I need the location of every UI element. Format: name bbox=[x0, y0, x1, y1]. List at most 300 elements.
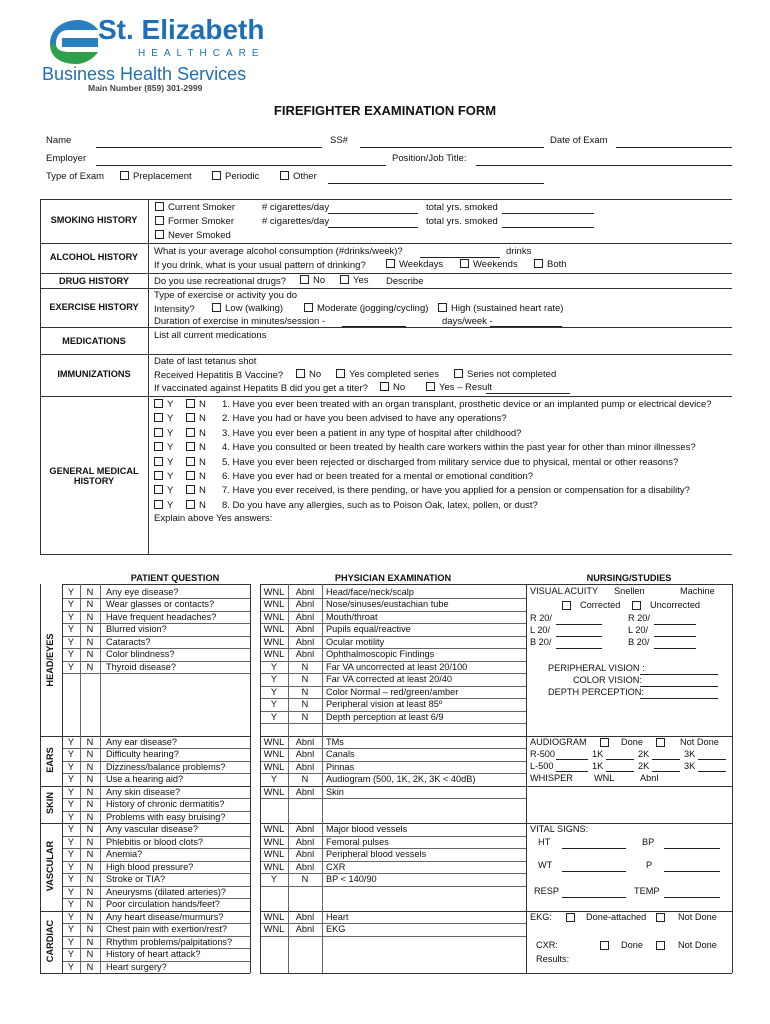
yes-option[interactable] bbox=[154, 457, 173, 468]
patient-yes-option[interactable]: Y bbox=[67, 661, 75, 672]
patient-question-header: PATIENT QUESTION bbox=[130, 573, 220, 583]
physician-exam-item: Canals bbox=[326, 749, 355, 759]
cigarettes-field[interactable] bbox=[328, 213, 418, 214]
physician-exam-item: Far VA corrected at least 20/40 bbox=[326, 674, 452, 684]
general-history-question: 6. Have you ever had or been treated for a mental or emotional condition? bbox=[222, 471, 534, 482]
exercise-history-label: EXERCISE HISTORY bbox=[49, 302, 139, 312]
peripheral-vision-field[interactable] bbox=[640, 674, 718, 675]
no-checkbox[interactable] bbox=[186, 457, 195, 466]
no-option[interactable] bbox=[186, 457, 206, 468]
physician-abnl-option[interactable]: Abnl bbox=[295, 611, 315, 622]
patient-question: Heart surgery? bbox=[106, 961, 167, 972]
physician-abnl-option[interactable]: Abnl bbox=[295, 649, 315, 659]
no-checkbox[interactable] bbox=[186, 413, 195, 422]
ekg-label: EKG: bbox=[530, 911, 552, 922]
name-label: Name bbox=[46, 135, 72, 146]
patient-question: Any skin disease? bbox=[106, 786, 181, 797]
no-checkbox[interactable] bbox=[186, 399, 195, 408]
hepb-series-not-completed-option[interactable]: Series not completed bbox=[454, 369, 556, 380]
yes-checkbox[interactable] bbox=[154, 457, 163, 466]
titer-yes-result-option[interactable]: Yes – Result bbox=[426, 382, 492, 393]
patient-question: Any heart disease/murmurs? bbox=[106, 911, 224, 922]
patient-no-option[interactable]: N bbox=[86, 886, 94, 897]
yes-checkbox[interactable] bbox=[154, 399, 163, 408]
weekends-option[interactable]: Weekends bbox=[460, 259, 518, 270]
no-option[interactable] bbox=[186, 399, 206, 410]
patient-question: Have frequent headaches? bbox=[106, 611, 217, 622]
grid-line bbox=[526, 584, 527, 973]
color-vision-field[interactable] bbox=[640, 686, 718, 687]
patient-no-option[interactable]: N bbox=[86, 861, 94, 872]
patient-no-option[interactable]: N bbox=[86, 761, 94, 772]
r2k-label: 2K bbox=[638, 748, 650, 759]
checkbox[interactable] bbox=[212, 171, 221, 180]
l500-field[interactable] bbox=[556, 771, 588, 772]
machine-label: Machine bbox=[680, 586, 715, 596]
physician-no-option[interactable]: N bbox=[301, 699, 309, 709]
patient-yes-option[interactable]: Y bbox=[67, 774, 75, 784]
physician-no-option[interactable]: N bbox=[301, 874, 309, 884]
other-option[interactable]: Other bbox=[280, 171, 317, 182]
patient-no-option[interactable]: N bbox=[86, 961, 94, 972]
physician-abnl-option[interactable]: Abnl bbox=[295, 761, 315, 772]
physician-no-option[interactable]: N bbox=[301, 674, 309, 684]
titer-no-option[interactable]: No bbox=[380, 382, 405, 393]
yes-checkbox[interactable] bbox=[154, 413, 163, 422]
physician-abnl-option[interactable]: Abnl bbox=[295, 736, 315, 747]
employer-label: Employer bbox=[46, 153, 87, 164]
physician-yes-option[interactable]: Y bbox=[270, 686, 278, 697]
former-smoker-option[interactable]: Former Smoker bbox=[155, 216, 234, 227]
explain-label: Explain above Yes answers: bbox=[154, 513, 273, 524]
ss-field[interactable] bbox=[360, 147, 544, 148]
moderate-intensity-option[interactable]: Moderate (jogging/cycling) bbox=[304, 303, 428, 314]
total-years-field[interactable] bbox=[502, 213, 594, 214]
no-label: N bbox=[199, 471, 206, 482]
physician-wnl-option[interactable]: WNL bbox=[263, 611, 285, 622]
yes-option[interactable] bbox=[154, 471, 173, 482]
physician-wnl-option[interactable]: WNL bbox=[263, 786, 285, 797]
yes-checkbox[interactable] bbox=[154, 428, 163, 437]
left-eye-field-2[interactable] bbox=[654, 636, 696, 637]
patient-no-option[interactable]: N bbox=[86, 636, 94, 647]
ekg-not-done-checkbox[interactable] bbox=[656, 913, 665, 922]
patient-yes-option[interactable]: Y bbox=[67, 874, 75, 884]
height-field[interactable] bbox=[562, 848, 626, 849]
patient-no-option[interactable]: N bbox=[86, 624, 94, 634]
no-checkbox[interactable] bbox=[186, 442, 195, 451]
right-eye-field[interactable] bbox=[556, 624, 602, 625]
patient-no-option[interactable]: N bbox=[86, 911, 94, 922]
physician-wnl-option[interactable]: WNL bbox=[263, 736, 285, 747]
no-label: N bbox=[199, 413, 206, 425]
patient-yes-option[interactable]: Y bbox=[67, 949, 75, 959]
position-field[interactable] bbox=[476, 165, 732, 166]
patient-yes-option[interactable]: Y bbox=[67, 886, 75, 897]
patient-no-option[interactable]: N bbox=[86, 611, 94, 622]
physician-exam-item: Femoral pulses bbox=[326, 836, 389, 847]
physician-wnl-option[interactable]: WNL bbox=[263, 849, 285, 859]
drinking-pattern-question: If you drink, what is your usual pattern of drinking? bbox=[154, 260, 366, 271]
physician-wnl-option[interactable]: WNL bbox=[263, 649, 285, 659]
general-history-question: 4. Have you consulted or been treated by health care workers within the past year for other than minor illnesses? bbox=[222, 442, 696, 454]
patient-question: Cataracts? bbox=[106, 636, 151, 647]
nursing-studies-header: NURSING/STUDIES bbox=[586, 573, 672, 583]
physician-no-option[interactable]: N bbox=[301, 774, 309, 784]
st-elizabeth-logo-icon bbox=[46, 18, 98, 64]
patient-yes-option[interactable]: Y bbox=[67, 799, 75, 809]
patient-no-option[interactable]: N bbox=[86, 899, 94, 909]
cxr-not-done-checkbox[interactable] bbox=[656, 941, 665, 950]
no-option[interactable] bbox=[186, 471, 206, 482]
physician-wnl-option[interactable]: WNL bbox=[263, 824, 285, 834]
r2k-field[interactable] bbox=[652, 759, 680, 760]
yes-checkbox[interactable] bbox=[154, 471, 163, 480]
patient-no-option[interactable]: N bbox=[86, 924, 94, 934]
total-years-label: total yrs. smoked bbox=[426, 202, 498, 213]
patient-question: Wear glasses or contacts? bbox=[106, 599, 215, 609]
yes-option[interactable] bbox=[154, 413, 173, 424]
patient-yes-option[interactable]: Y bbox=[67, 936, 75, 947]
physician-wnl-option[interactable]: WNL bbox=[263, 836, 285, 847]
physician-wnl-option[interactable]: WNL bbox=[263, 636, 285, 647]
patient-yes-option[interactable]: Y bbox=[67, 636, 75, 647]
yes-label: Y bbox=[167, 471, 174, 482]
patient-yes-option[interactable]: Y bbox=[67, 761, 75, 772]
depth-perception-field[interactable] bbox=[640, 698, 718, 699]
patient-yes-option[interactable]: Y bbox=[67, 961, 75, 972]
patient-yes-option[interactable]: Y bbox=[67, 586, 75, 597]
logo bbox=[42, 14, 276, 98]
resp-label: RESP bbox=[534, 886, 560, 896]
patient-no-option[interactable]: N bbox=[86, 661, 94, 672]
preplacement-option[interactable]: Preplacement bbox=[120, 171, 192, 182]
no-option[interactable] bbox=[186, 428, 206, 439]
both-eyes-field[interactable] bbox=[556, 648, 602, 649]
cigarettes-label-2: # cigarettes/day bbox=[262, 216, 330, 227]
physician-exam-item: Color Normal – red/green/amber bbox=[326, 686, 459, 697]
current-smoker-option[interactable]: Current Smoker bbox=[155, 202, 235, 213]
physician-exam-item: Far VA uncorrected at least 20/100 bbox=[326, 661, 468, 672]
physician-abnl-option[interactable]: Abnl bbox=[295, 624, 315, 634]
yes-option[interactable] bbox=[154, 428, 173, 439]
yes-label: Y bbox=[167, 427, 174, 439]
grid-line bbox=[260, 936, 526, 937]
grid-line bbox=[288, 584, 289, 973]
physician-abnl-option[interactable]: Abnl bbox=[295, 911, 315, 922]
group-label-cardiac: CARDIAC bbox=[45, 919, 55, 962]
physician-yes-option[interactable]: Y bbox=[270, 774, 278, 784]
patient-yes-option[interactable]: Y bbox=[67, 824, 75, 834]
yes-option[interactable] bbox=[154, 485, 173, 496]
general-history-question: 7. Have you ever received, is there pending, or have you applied for a pension or compensation for a disability? bbox=[222, 485, 690, 497]
patient-yes-option[interactable]: Y bbox=[67, 786, 75, 797]
patient-yes-option[interactable]: Y bbox=[67, 899, 75, 909]
physician-exam-item: TMs bbox=[326, 736, 344, 747]
left-eye-field[interactable] bbox=[556, 636, 602, 637]
patient-question: Any vascular disease? bbox=[106, 824, 198, 834]
grid-line bbox=[40, 584, 41, 973]
patient-no-option[interactable]: N bbox=[86, 836, 94, 847]
physician-examination-header: PHYSICIAN EXAMINATION bbox=[334, 573, 452, 583]
main-number: Main Number (859) 301-2999 bbox=[88, 83, 203, 93]
never-smoked-option[interactable]: Never Smoked bbox=[155, 230, 231, 241]
physician-yes-option[interactable]: Y bbox=[270, 699, 278, 709]
patient-no-option[interactable]: N bbox=[86, 586, 94, 597]
yes-checkbox[interactable] bbox=[154, 500, 163, 509]
total-years-label-2: total yrs. smoked bbox=[426, 216, 498, 227]
yes-checkbox[interactable] bbox=[154, 442, 163, 451]
yes-option[interactable] bbox=[154, 442, 173, 453]
hepb-no-option[interactable]: No bbox=[296, 369, 321, 380]
patient-yes-option[interactable]: Y bbox=[67, 911, 75, 922]
patient-yes-option[interactable]: Y bbox=[67, 861, 75, 872]
titer-question: If vaccinated against Hepatits B did you get a titer? bbox=[154, 383, 368, 394]
yes-checkbox[interactable] bbox=[154, 485, 163, 494]
general-history-question: 1. Have you ever been treated with an organ transplant, prosthetic device or an implanted pump or electrical device? bbox=[222, 399, 712, 410]
form-title: FIREFIGHTER EXAMINATION FORM bbox=[273, 103, 497, 118]
no-option[interactable] bbox=[186, 413, 206, 424]
patient-no-option[interactable]: N bbox=[86, 736, 94, 747]
describe-label: Describe bbox=[386, 276, 424, 287]
visual-acuity-label: VISUAL ACUITY bbox=[530, 586, 599, 596]
titer-result-field[interactable] bbox=[486, 393, 570, 394]
l3k-label: 3K bbox=[684, 760, 696, 771]
patient-yes-option[interactable]: Y bbox=[67, 736, 75, 747]
no-option[interactable] bbox=[186, 442, 206, 453]
duration-label: Duration of exercise in minutes/session - bbox=[154, 316, 326, 327]
patient-yes-option[interactable]: Y bbox=[67, 811, 75, 822]
checkbox[interactable] bbox=[120, 171, 129, 180]
weekdays-option[interactable]: Weekdays bbox=[386, 259, 443, 270]
l2k-field[interactable] bbox=[652, 771, 680, 772]
patient-no-option[interactable]: N bbox=[86, 774, 94, 784]
physician-abnl-option[interactable]: Abnl bbox=[295, 786, 315, 797]
physician-exam-item: Peripheral blood vessels bbox=[326, 849, 427, 859]
patient-no-option[interactable]: N bbox=[86, 786, 94, 797]
patient-yes-option[interactable]: Y bbox=[67, 924, 75, 934]
no-checkbox[interactable] bbox=[186, 485, 195, 494]
patient-no-option[interactable]: N bbox=[86, 936, 94, 947]
grid-line bbox=[260, 798, 526, 799]
patient-no-option[interactable]: N bbox=[86, 811, 94, 822]
duration-field[interactable] bbox=[342, 326, 406, 327]
total-years-field-2[interactable] bbox=[502, 227, 594, 228]
physician-exam-item: Ocular motility bbox=[326, 636, 385, 647]
hepb-question: Received Hepatitis B Vaccine? bbox=[154, 370, 284, 381]
drug-no-option[interactable]: No bbox=[300, 275, 325, 286]
high-intensity-option[interactable]: High (sustained heart rate) bbox=[438, 303, 563, 314]
physician-no-option[interactable]: N bbox=[301, 661, 309, 672]
right-eye-field-2[interactable] bbox=[654, 624, 696, 625]
snellen-label: Snellen bbox=[614, 586, 645, 596]
drinks-label: drinks bbox=[506, 246, 532, 257]
r3k-field[interactable] bbox=[698, 759, 726, 760]
patient-yes-option[interactable]: Y bbox=[67, 649, 75, 659]
name-field[interactable] bbox=[96, 147, 322, 148]
general-history-question: 5. Have you ever been rejected or discharged from military service due to physical, mental or other reasons? bbox=[222, 456, 679, 468]
both-eyes-label: B 20/ bbox=[530, 637, 552, 647]
no-checkbox[interactable] bbox=[186, 428, 195, 437]
physician-abnl-option[interactable]: Abnl bbox=[295, 849, 315, 859]
patient-yes-option[interactable]: Y bbox=[67, 849, 75, 859]
physician-yes-option[interactable]: Y bbox=[270, 874, 278, 884]
employer-field[interactable] bbox=[96, 165, 386, 166]
weight-field[interactable] bbox=[562, 871, 626, 872]
org-subtitle: HEALTHCARE bbox=[138, 48, 265, 59]
right-eye-label-2: R 20/ bbox=[628, 613, 650, 623]
low-intensity-option[interactable]: Low (walking) bbox=[212, 303, 283, 314]
group-label-skin: SKIN bbox=[45, 792, 55, 815]
yes-option[interactable] bbox=[154, 500, 173, 511]
type-of-exam-label: Type of Exam bbox=[46, 171, 105, 182]
bp-field[interactable] bbox=[664, 848, 720, 849]
drinks-field[interactable] bbox=[420, 257, 500, 258]
left-eye-label: L 20/ bbox=[530, 625, 551, 635]
patient-question: Any eye disease? bbox=[106, 586, 179, 597]
physician-no-option[interactable]: N bbox=[301, 686, 309, 697]
physician-wnl-option[interactable]: WNL bbox=[263, 586, 285, 597]
patient-yes-option[interactable]: Y bbox=[67, 749, 75, 759]
patient-question: Rhythm problems/palpitations? bbox=[106, 936, 233, 947]
patient-question: Aneurysms (dilated arteries)? bbox=[106, 886, 226, 897]
physician-exam-item: Ophthalmoscopic Findings bbox=[326, 649, 435, 659]
whisper-abnl-label: Abnl bbox=[640, 772, 659, 783]
r1k-field[interactable] bbox=[606, 759, 634, 760]
patient-question: Color blindness? bbox=[106, 649, 175, 659]
drug-yes-option[interactable]: Yes bbox=[340, 275, 369, 286]
physician-abnl-option[interactable]: Abnl bbox=[295, 599, 315, 609]
uncorrected-checkbox[interactable] bbox=[632, 601, 641, 610]
cigarettes-field-2[interactable] bbox=[328, 227, 418, 228]
checkbox[interactable] bbox=[280, 171, 289, 180]
l1k-field[interactable] bbox=[606, 771, 634, 772]
r1k-label: 1K bbox=[592, 748, 604, 759]
whisper-wnl-label: WNL bbox=[594, 772, 615, 783]
grid-line bbox=[260, 723, 526, 724]
patient-question: Blurred vision? bbox=[106, 624, 167, 634]
patient-no-option[interactable]: N bbox=[86, 824, 94, 834]
physician-abnl-option[interactable]: Abnl bbox=[295, 924, 315, 934]
grid-line bbox=[732, 584, 733, 973]
grid-line bbox=[62, 673, 250, 674]
pulse-field[interactable] bbox=[664, 871, 720, 872]
medications-list-label: List all current medications bbox=[154, 330, 267, 341]
whisper-label: WHISPER bbox=[530, 772, 573, 783]
position-label: Position/Job Title: bbox=[392, 153, 467, 164]
l500-label: L-500 bbox=[530, 760, 554, 771]
patient-yes-option[interactable]: Y bbox=[67, 624, 75, 634]
periodic-option[interactable]: Periodic bbox=[212, 171, 259, 182]
general-history-question: 3. Have you ever been a patient in any type of hospital after childhood? bbox=[222, 427, 522, 439]
patient-question: Any ear disease? bbox=[106, 736, 177, 747]
no-checkbox[interactable] bbox=[186, 500, 195, 509]
patient-question: History of heart attack? bbox=[106, 949, 201, 959]
patient-yes-option[interactable]: Y bbox=[67, 836, 75, 847]
cxr-done-checkbox[interactable] bbox=[600, 941, 609, 950]
physician-abnl-option[interactable]: Abnl bbox=[295, 861, 315, 872]
physician-wnl-option[interactable]: WNL bbox=[263, 911, 285, 922]
yes-option[interactable] bbox=[154, 399, 173, 410]
resp-field[interactable] bbox=[562, 897, 626, 898]
patient-yes-option[interactable]: Y bbox=[67, 611, 75, 622]
patient-no-option[interactable]: N bbox=[86, 949, 94, 959]
physician-abnl-option[interactable]: Abnl bbox=[295, 836, 315, 847]
physician-abnl-option[interactable]: Abnl bbox=[295, 824, 315, 834]
physician-wnl-option[interactable]: WNL bbox=[263, 761, 285, 772]
both-option[interactable]: Both bbox=[534, 259, 567, 270]
patient-no-option[interactable]: N bbox=[86, 799, 94, 809]
physician-wnl-option[interactable]: WNL bbox=[263, 599, 285, 609]
grid-line bbox=[80, 584, 81, 973]
grid-line bbox=[62, 584, 63, 973]
other-field[interactable] bbox=[328, 183, 544, 184]
grid-line bbox=[250, 584, 251, 973]
physician-exam-item: Major blood vessels bbox=[326, 824, 408, 834]
temp-field[interactable] bbox=[664, 897, 720, 898]
physician-abnl-option[interactable]: Abnl bbox=[295, 636, 315, 647]
both-eyes-field-2[interactable] bbox=[654, 648, 696, 649]
physician-exam-item: Depth perception at least 6/9 bbox=[326, 711, 444, 722]
no-option[interactable] bbox=[186, 485, 206, 496]
physician-wnl-option[interactable]: WNL bbox=[263, 924, 285, 934]
physician-wnl-option[interactable]: WNL bbox=[263, 749, 285, 759]
patient-no-option[interactable]: N bbox=[86, 874, 94, 884]
patient-no-option[interactable]: N bbox=[86, 749, 94, 759]
physician-yes-option[interactable]: Y bbox=[270, 711, 278, 722]
hepb-yes-completed-option[interactable]: Yes completed series bbox=[336, 369, 439, 380]
patient-no-option[interactable]: N bbox=[86, 599, 94, 609]
physician-yes-option[interactable]: Y bbox=[270, 661, 278, 672]
drug-history-label: DRUG HISTORY bbox=[59, 276, 129, 286]
alcohol-consumption-question: What is your average alcohol consumption (#drinks/week)? bbox=[154, 246, 403, 257]
no-checkbox[interactable] bbox=[186, 471, 195, 480]
physician-no-option[interactable]: N bbox=[301, 711, 309, 722]
uncorrected-label: Uncorrected bbox=[650, 600, 701, 610]
right-eye-label: R 20/ bbox=[530, 613, 552, 623]
patient-no-option[interactable]: N bbox=[86, 849, 94, 859]
yes-label: Y bbox=[167, 456, 174, 468]
grid-line bbox=[322, 584, 323, 973]
physician-wnl-option[interactable]: WNL bbox=[263, 624, 285, 634]
physician-exam-item: Skin bbox=[326, 786, 344, 797]
physician-exam-item: EKG bbox=[326, 924, 346, 934]
l1k-label: 1K bbox=[592, 760, 604, 771]
corrected-checkbox[interactable] bbox=[562, 601, 571, 610]
patient-no-option[interactable]: N bbox=[86, 649, 94, 659]
physician-abnl-option[interactable]: Abnl bbox=[295, 586, 315, 597]
l3k-field[interactable] bbox=[698, 771, 726, 772]
no-option[interactable] bbox=[186, 500, 206, 511]
r500-label: R-500 bbox=[530, 748, 556, 759]
l2k-label: 2K bbox=[638, 760, 650, 771]
no-label: N bbox=[199, 499, 206, 511]
ekg-done-checkbox[interactable] bbox=[566, 913, 575, 922]
patient-yes-option[interactable]: Y bbox=[67, 599, 75, 609]
days-per-week-field[interactable] bbox=[490, 326, 562, 327]
physician-wnl-option[interactable]: WNL bbox=[263, 861, 285, 872]
patient-question: Problems with easy bruising? bbox=[106, 811, 226, 822]
audiogram-not-done-checkbox[interactable] bbox=[656, 738, 665, 747]
r500-field[interactable] bbox=[556, 759, 588, 760]
intensity-label: Intensity? bbox=[154, 304, 195, 315]
date-of-exam-field[interactable] bbox=[616, 147, 732, 148]
physician-abnl-option[interactable]: Abnl bbox=[295, 749, 315, 759]
physician-exam-item: Nose/sinuses/eustachian tube bbox=[326, 599, 449, 609]
audiogram-done-checkbox[interactable] bbox=[600, 738, 609, 747]
physician-yes-option[interactable]: Y bbox=[270, 674, 278, 684]
results-label: Results: bbox=[536, 953, 570, 964]
